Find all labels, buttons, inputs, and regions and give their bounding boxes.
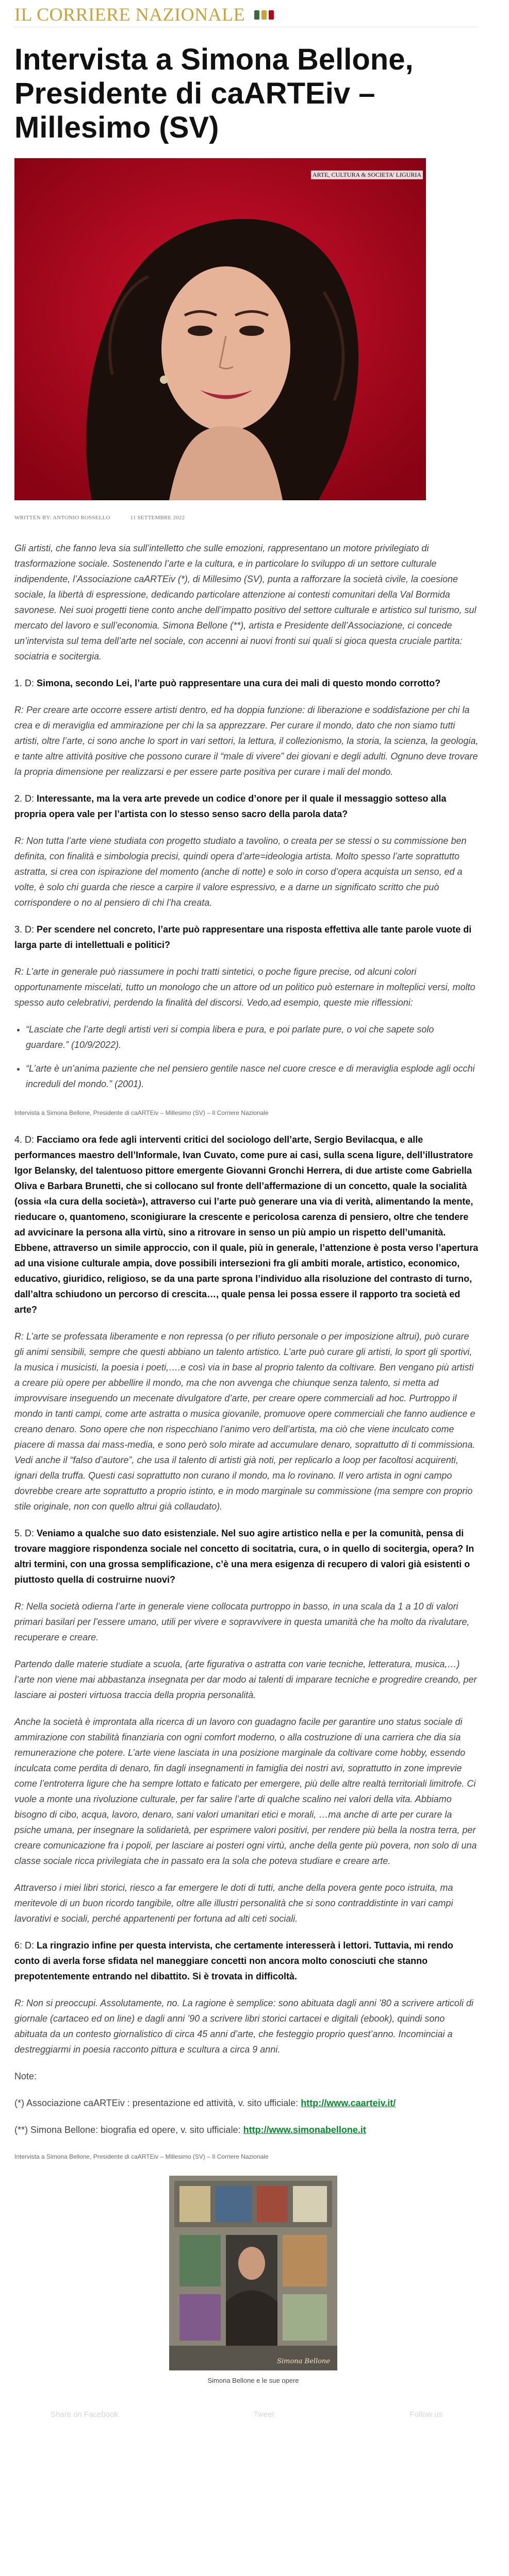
answer-4: R: L’arte se professata liberamente e non repressa (o per rifiuto personale o per imposizione altrui), può curare gli animi sensibili, sempre che questi abbiano un talento artistico. L’arte può curare gli artisti, lo sport gli sportivi, la musica i musicisti, la poesia i poeti,….e così via in base al proprio talento da coltivare. Ben vengano più artisti a creare più opere per abbellire il mondo, ma che non avvenga che chiunque senza talento, si metta ad improvvisare inseguendo un mecenate divulgatore d’arte, per creare opere commerciali ad hoc. Purtroppo il mondo in tanti campi, come arte astratta o musica giovanile, promuove opere commerciali che fanno audience e creano denaro. Sono opere che non rispecchiano l’animo vero dell’artista, ma ciò che viene inculcato come piacere di massa dai mass-media, e sono però solo mirate ad accumulare denaro, soprattutto di ti commissiona. Vedi anche il “falso d’autore”, che usa il talento di artisti già noti, per replicarlo a loop per facoltosi acquirenti, ignari della truffa. Questi casi soprattutto non curano il mondo, ma lo rovinano. Il vero artista in ogni campo dovrebbe creare arte soprattutto a proprio istinto, e in modo marginale su commissione (ma sempre con proprio stile originale, non con quello altrui già collaudato). [14, 1331, 475, 1512]
question-text: Facciamo ora fede agli interventi critici del sociologo dell’arte, Sergio Bevilacqua, e alle performances maestro dell’Informale, Ivan Cuvato, come pure ai casi, sulla scena ligure, dell’illustratore Igor Belansky, del talentuoso pittore emergente Giovanni Gronchi Herrera, di due artiste come Gabriella Oliva e Barbara Brunetti, che si collocano sul fronte dell’affermazione di un concetto, quale la socialità (ossia «la cura della società»), attraverso cui l’arte può generare una via di verità, alimentando la mente, rieducare o, quantomeno, sconigiurare la crescente e pericolosa carenza di pensiero, oltre che tendere ad avvicinare la persona alla virtù, sino a ritrovare in senso un più ampio un rispetto dell’umanità. Ebbene, attraverso un simile approccio, con il quale, più in generale, l’attenzione è posta verso l’apertura ad una visione culturale ampia, dove possibili intersezioni fra gli ambiti morale, artistico, economico, educativo, giuridico, religioso, se da una parte sprona l’individuo alla risoluzione del contrasto di turno, dall’altra schiudono un percorso di crescita…, quale pensa lei possa essere il rapporto tra società ed arte? [14, 1134, 479, 1315]
answer-5-part-3: Anche la società è improntata alla ricerca di un lavoro con guadagno facile per garantire uno status sociale di ammirazione con stabilità finanziaria con ogni comfort moderno, o alla costruzione di una carriera che dia sia remunerazione che potere. L’arte viene lasciata in una posizione marginale da coltivare come hobby, essendo inculcata come perdita di denaro, fin dagli insegnamenti in famiglia dei nostri avi, soprattutto in zone imprevie come l’entroterra ligure che ha sempre lottato e faticato per emergere, più delle altre realtà territoriali limitrofe. Ci vuole a monte una rivoluzione culturale, per far salire l’arte di qualche scalino nei valori della vita. Abbiamo bisogno di cibo, acqua, lavoro, denaro, sani valori umanitari etici e morali, …ma anche di arte per curare la psiche umana, per insegnare la solidarietà, per esprimere valori positivi, per rendere più bella la nostra terra, per creare comunicazione fra i popoli, per lasciare ai posteri ogni virtù, anche della gente più povera, non solo di una classe sociale ricca privilegiata che in passato era la sola che poteva studiare e creare arte. [14, 1717, 477, 1866]
question-2 [14, 791, 479, 822]
site-name: IL CORRIERE NAZIONALE [14, 4, 245, 25]
author-label[interactable]: WRITTEN BY: ANTONIO ROSSELLO [14, 515, 110, 521]
question-number: 4. D: [14, 1134, 35, 1145]
note-text: (**) Simona Bellone: biografia ed opere, v. sito ufficiale: [14, 2125, 241, 2135]
logo-emblem-icon [253, 8, 276, 22]
list-item: • “L’arte è un’anima paziente che nel pensiero gentile nasce nel cuore cresce e di meraviglia esplode agli occhi increduli del mondo.” (2001). [26, 1061, 479, 1092]
quotes-list [14, 1022, 479, 1092]
tweet-button[interactable]: Tweet [253, 2410, 274, 2419]
simonabellone-website-link[interactable]: http://www.simonabellone.it [243, 2125, 366, 2135]
answer-5-part-4: Attraverso i miei libri storici, riesco a far emergere le doti di tutti, anche della povera gente poco istruita, ma meritevole di un buon ricordo tangibile, oltre alle illustri personalità che si sono contraddistinte in vari campi lavorativi e sociali, perché appartenenti per fortuna ad alti ceti sociali. [14, 1883, 453, 1924]
artworks-photo [169, 2176, 337, 2370]
question-5 [14, 1526, 479, 1587]
question-1 [14, 675, 479, 691]
intro-paragraph: Gli artisti, che fanno leva sia sull’intelletto che sulle emozioni, rappresentano un motore privilegiato di trasformazione sociale. Sostenendo l’arte e la cultura, e in particolare lo sviluppo di un settore culturale indipendente, l’Associazione caARTEiv (*), di Millesimo (SV), punta a rafforzare la società civile, la coesione sociale, la libertà di espressione, dedicando particolare attenzione ai contesti comunitari della Val Bormida savonese. Nei suoi progetti tiene conto anche dell’impatto positivo del settore culturale e artistico sul turismo, sul mercato del lavoro e sull’economia. Simona Bellone (**), artista e Presidente dell’Associazione, ci concede un’intervista sul tema dell’arte nel sociale, con accenni ai nuovi fronti sui quali si gioca questa cruciale partita: sociatria e socitergia. [14, 543, 477, 662]
question-text: Interessante, ma la vera arte prevede un codice d’onore per il quale il messaggio sotteso alla propria opera vale per l’artista con lo stesso senso sacro della parola data? [14, 793, 447, 819]
answer-3: R: L’arte in generale può riassumere in pochi tratti sintetici, o poche figure precise, od alcuni colori opportunamente miscelati, tutto un monologo che un attore od un politico può esternare in molteplici versi, molto spesso auto celebrativi, perdendo la finalità del discorsi. Vedo,ad esempio, queste mie riflessioni: [14, 967, 475, 1008]
portrait-illustration [14, 158, 426, 500]
hero-category-caption[interactable]: ARTE, CULTURA & SOCIETA' LIGURIA [311, 171, 423, 179]
gallery-caption: Simona Bellone e le sue opere [207, 2377, 299, 2384]
question-text: Per scendere nel concreto, l’arte può rappresentare una risposta effettiva alle tante parole vuote di larga parte di intellettuali e politici? [14, 924, 472, 950]
note-text: (*) Associazione caARTEiv : presentazione ed attività, v. sito ufficiale: [14, 2098, 299, 2108]
question-text: La ringrazio infine per questa intervista, che certamente interesserà i lettori. Tuttavia, mi rendo conto di averla forse sfidata nel maneggiare concetti non ancora molto conosciuti che stanno prepotentemente entrando nel dibattito. Si è trovata in difficoltà. [14, 1940, 453, 1981]
credit-line-top: Intervista a Simona Bellone, Presidente di caARTEiv – Millesimo (SV) – Il Corriere Nazionale [14, 1109, 269, 1116]
question-text: Veniamo a qualche suo dato esistenziale. Nel suo agire artistico nella e per la comunità, pensa di trovare maggiore rispondenza sociale nel concetto di socitatria, cura, o in quello di socitergia, opera? In altri termini, con una grossa semplificazione, c’è una mera esigenza di recupero di valori già esistenti o piuttosto quella di costruirne nuovi? [14, 1528, 474, 1585]
share-bar [51, 2410, 442, 2419]
page [14, 0, 479, 2419]
article-title: Intervista a Simona Bellone, Presidente di caARTEiv – Millesimo (SV) [14, 43, 414, 144]
gallery-signature: Simona Bellone [277, 2358, 330, 2365]
notes-heading: Note: [14, 2071, 37, 2081]
note-1 [14, 2095, 479, 2111]
question-6 [14, 1938, 479, 1984]
list-item: • “Lasciate che l’arte degli artisti veri si compia libera e pura, e poi parlate pure, o voi che sapete solo guardare.” (10/9/2022). [26, 1022, 479, 1053]
credit-line-bottom: Intervista a Simona Bellone, Presidente di caARTEiv – Millesimo (SV) – Il Corriere Nazionale [14, 2153, 269, 2160]
question-number: 2. D: [14, 793, 35, 804]
answer-1: R: Per creare arte occorre essere artisti dentro, ed ha doppia funzione: di liberazione e soddisfazione per chi la crea e di meraviglia ed ammirazione per chi la sa apprezzare. Per curare il mondo, dato che non siamo tutti artisti, oltre l’arte, ci sono anche lo sport in vari settori, la lettura, il collezionismo, la storia, la scienza, la geologia, e tante altre attività positive che possono curare il “male di vivere” dei giovani e degli adulti. Ognuno deve trovare la propria dimensione per realizzarsi e per essere parte positiva per curare i mali del mondo. [14, 705, 479, 777]
question-number: 5. D: [14, 1528, 35, 1538]
question-text: Simona, secondo Lei, l’arte può rappresentare una cura dei mali di questo mondo corrotto? [37, 678, 441, 688]
answer-5-part-2: Partendo dalle materie studiate a scuola, (arte figurativa o astratta con varie tecniche, letteratura, musica,…) l’arte non viene mai abbastanza insegnata per dar modo ai talenti di imparare tecniche e progredire creando, per lasciare ai posteri virtuosa traccia della propria personalità. [14, 1659, 477, 1700]
answer-2: R: Non tutta l’arte viene studiata con progetto studiato a tavolino, o creata per se stessi o su commissione ben definita, con finalità e simbologia precisi, quindi opera d’arte=ideologia artista. Molto spesso l’arte soprattutto astratta, si crea con ispirazione del momento (anche di notte) e solo in corso d’opera acquista un senso, ed a volte, è solo chi guarda che riesce a carpire il valore espressivo, e a darne un significato scritto che può corrispondere o no al pensiero di chi l’ha creata. [14, 836, 467, 908]
answer-5-part-1: R: Nella società odierna l’arte in generale viene collocata purtroppo in basso, in una scala da 1 a 10 di valori primari basilari per l’essere umano, utili per vivere e sopravvivere in questa umanità che ha molto da rivalutare, recuperare e creare. [14, 1601, 470, 1642]
question-number: 6: D: [14, 1940, 35, 1951]
caarteiv-website-link[interactable]: http://www.caarteiv.it/ [301, 2098, 396, 2108]
question-number: 1. D: [14, 678, 35, 688]
artworks-illustration [169, 2176, 337, 2370]
hero-image [14, 158, 426, 500]
publish-date: 11 SETTEMBRE 2022 [130, 515, 185, 521]
answer-6: R: Non si preoccupi. Assolutamente, no. La ragione è semplice: sono abituata dagli anni ’80 a scrivere articoli di giornale (cartaceo ed on line) e dagli anni ’90 a scrivere libri storici cartacei e digitali (ebook), quindi sono abituata da un contesto giornalistico di circa 45 anni d’arte, che festeggio proprio quest’anno. Incominciai a destreggiarmi in poesia racconto pittura e scultura a circa 9 anni. [14, 1998, 473, 2055]
site-header [14, 0, 479, 27]
question-number: 3. D: [14, 924, 35, 935]
article-meta [14, 515, 479, 521]
site-logo[interactable] [14, 4, 276, 25]
question-4 [14, 1132, 479, 1317]
follow-us-button[interactable]: Follow us [409, 2410, 442, 2419]
note-2 [14, 2122, 479, 2138]
share-facebook-button[interactable]: Share on Facebook [51, 2410, 118, 2419]
article-body [14, 540, 479, 2164]
question-3 [14, 922, 479, 953]
